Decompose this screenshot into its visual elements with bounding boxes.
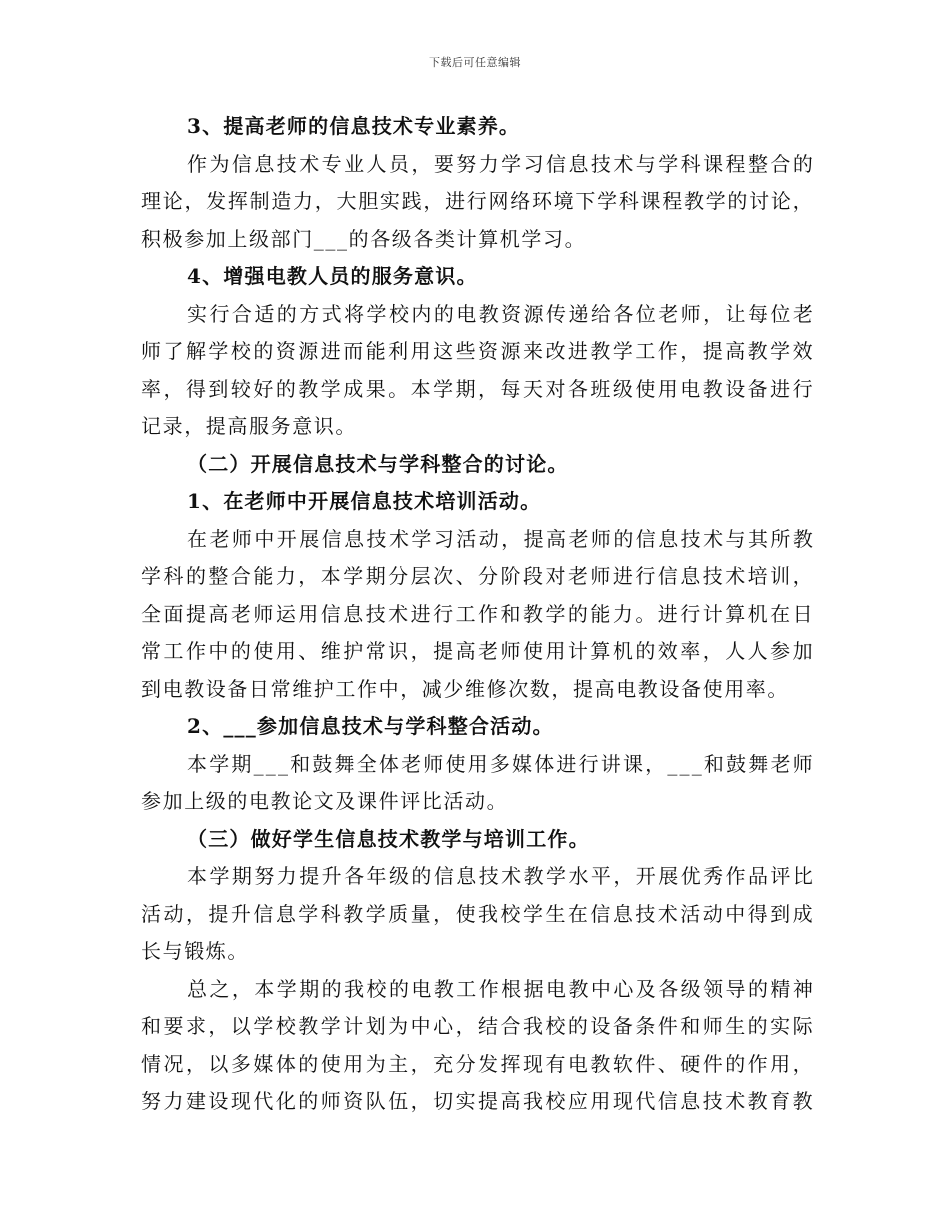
paragraph-line: 学 科 的 整 合 能 力 ， 本 学 期 分 层 次 、 分 阶 段 对 老 师 进 行 信 息 技 术 培 训 ， — [141, 564, 813, 588]
paragraph-line: 活 动 ， 提 升 信 息 学 科 教 学 质 量 ， 使 我 校 学 生 在 信 息 技 术 活 动 中 得 到 成 — [141, 901, 813, 926]
paragraph-line: 长与锻炼。 — [141, 939, 249, 963]
paragraph-line: 情 况 ， 以 多 媒 体 的 使 用 为 主 ， 充 分 发 挥 现 有 电 教 软 件 、 硬 件 的 作 用 ， — [141, 1051, 813, 1076]
paragraph — [141, 146, 813, 259]
paragraph-line: 师 了 解 学 校 的 资 源 进 而 能 利 用 这 些 资 源 来 改 进 教 学 工 作 ， 提 高 教 学 效 — [141, 339, 813, 363]
paragraph-line: 常 工 作 中 的 使 用 、 维 护 常 识 ， 提 高 老 师 使 用 计 算 机 的 效 率 ， 人 人 参 加 — [141, 639, 813, 663]
section-heading: 2、___参加信息技术与学科整合活动。 — [187, 714, 554, 738]
paragraph-line: 率 ， 得 到 较 好 的 教 学 成 果 。 本 学 期 ， 每 天 对 各 班 级 使 用 电 教 设 备 进 行 — [141, 376, 813, 401]
paragraph-line: 理 论 ， 发 挥 制 造 力 ， 大 胆 实 践 ， 进 行 网 络 环 境 下 学 科 课 程 教 学 的 讨 论 ， — [141, 189, 813, 213]
section-heading: （二）开展信息技术与学科整合的讨论。 — [187, 451, 569, 476]
page-header: 下载后可任意编辑 — [429, 56, 521, 69]
section-heading: 4、增强电教人员的服务意识。 — [187, 264, 478, 288]
paragraph-line: 参加上级的电教论文及课件评比活动。 — [141, 789, 509, 813]
paragraph-line: 记录，提高服务意识。 — [141, 414, 357, 438]
document-body — [141, 108, 813, 1121]
section-heading: 3、提高老师的信息技术专业素养。 — [187, 114, 521, 138]
paragraph — [141, 746, 813, 821]
paragraph — [141, 296, 813, 446]
paragraph-line: 到电教设备日常维护工作中，减少维修次数，提高电教设备使用率。 — [141, 676, 789, 701]
paragraph-line: 在 老 师 中 开 展 信 息 技 术 学 习 活 动 ， 提 高 老 师 的 信 息 技 术 与 其 所 教 — [187, 526, 813, 551]
paragraph — [141, 521, 813, 709]
paragraph — [141, 971, 813, 1121]
section-heading: （三）做好学生信息技术教学与培训工作。 — [187, 826, 590, 851]
paragraph-line: 作 为 信 息 技 术 专 业 人 员 ， 要 努 力 学 习 信 息 技 术 与 学 科 课 程 整 合 的 — [187, 151, 813, 176]
paragraph-line: 总 之 ， 本 学 期 的 我 校 的 电 教 工 作 根 据 电 教 中 心 及 各 级 领 导 的 精 神 — [187, 976, 813, 1001]
paragraph-line: 实 行 合 适 的 方 式 将 学 校 内 的 电 教 资 源 传 递 给 各 位 老 师 ， 让 每 位 老 — [187, 301, 813, 326]
paragraph-line: 本 学 期 努 力 提 升 各 年 级 的 信 息 技 术 教 学 水 平 ， 开 展 优 秀 作 品 评 比 — [187, 864, 813, 888]
paragraph-line: 努 力 建 设 现 代 化 的 师 资 队 伍 ， 切 实 提 高 我 校 应 用 现 代 信 息 技 术 教 育 教 — [141, 1089, 813, 1113]
paragraph-line: 全 面 提 高 老 师 运 用 信 息 技 术 进 行 工 作 和 教 学 的 能 力 。 进 行 计 算 机 在 日 — [141, 601, 813, 626]
paragraph — [141, 858, 813, 971]
section-heading: 1、在老师中开展信息技术培训活动。 — [187, 489, 542, 513]
paragraph-line: 和 要 求 ， 以 学 校 教 学 计 划 为 中 心 ， 结 合 我 校 的 设 备 条 件 和 师 生 的 实 际 — [141, 1014, 813, 1038]
paragraph-line: 本 学 期 _ _ _ 和 鼓 舞 全 体 老 师 使 用 多 媒 体 进 行 讲 课 ， _ _ _ 和 鼓 舞 老 师 — [187, 751, 813, 776]
paragraph-line: 积极参加上级部门___的各级各类计算机学习。 — [141, 226, 587, 251]
